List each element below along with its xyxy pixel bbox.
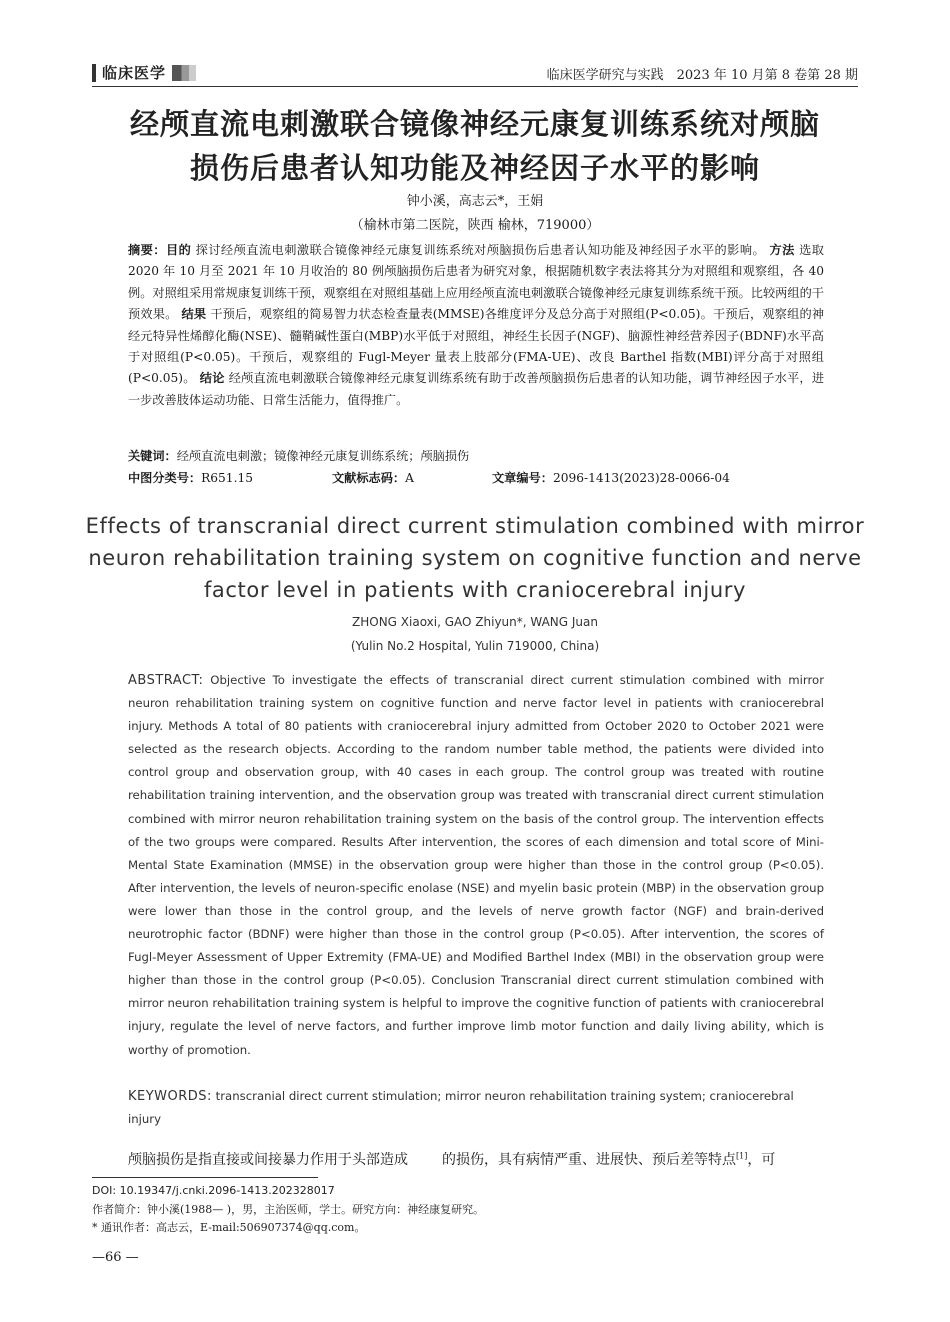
doc-code-item <box>332 468 414 488</box>
header-rule <box>92 86 858 87</box>
journal-info: 临床医学研究与实践 2023 年 10 月第 8 卷第 28 期 <box>546 68 858 83</box>
en-abstract <box>128 669 824 1062</box>
en-title: Effects of transcranial direct current stimulation combined with mirror neuron rehabilitation training system on cognitive function and nerve factor level in patients with craniocerebral injury <box>85 514 865 602</box>
header-bar-decoration <box>92 64 96 82</box>
article-no-value: 2096-1413(2023)28-0066-04 <box>552 471 730 485</box>
cn-conclusion: 经颅直流电刺激联合镜像神经元康复训练系统有助于改善颅脑损伤后患者的认知功能，调节神经因子水平，进一步改善肢体运动功能、日常生活能力，值得推广。 <box>128 371 825 407</box>
body-text-b: 的损伤，具有病情严重、进展快、预后差等特点 <box>442 1152 736 1168</box>
cn-affiliation: （榆林市第二医院，陕西 榆林，719000） <box>350 218 600 233</box>
cn-objective-label: 目的 <box>165 243 192 257</box>
cn-abstract <box>128 240 824 411</box>
en-abstract-text: Objective To investigate the effects of transcranial direct current stimulation combined with mirror neuron rehabilitation training system on cognitive function and nerve factor level in patients with craniocerebral injury. Methods A total of 80 patients with craniocerebral injury admitted from October 2020 to October 2021 were selected as the research objects. According to the random number table method, the patients were divided into control group and observation group, with 40 cases in each group. The control group was treated with routine rehabilitation training intervention, and the observation group was treated with transcranial direct current stimulation combined with mirror neuron rehabilitation training system on the basis of the control group. The intervention effects of the two groups were compared. Results After intervention, the scores of each dimension and total score of Mini-Mental State Examination (MMSE) in the observation group were higher than those in the control group (P<0.05). After intervention, the levels of neuron-specific enolase (NSE) and myelin basic protein (MBP) in the observation group were lower than those in the control group, and the levels of nerve growth factor (NGF) and brain-derived neurotrophic factor (BDNF) were higher than those in the control group (P<0.05). After intervention, the scores of Fugl-Meyer Assessment of Upper Extremity (FMA-UE) and Modified Barthel Index (MBI) in the observation group were higher than those in the control group (P<0.05). Conclusion Transcranial direct current stimulation combined with mirror neuron rehabilitation training system is helpful to improve the cognitive function of patients with craniocerebral injury, regulate the level of nerve factors, and further improve limb motor function and daily living ability, which is worthy of promotion. <box>128 673 824 1057</box>
page-number: —66 — <box>92 1250 139 1265</box>
en-keywords <box>128 1085 824 1131</box>
cn-keywords <box>128 446 824 466</box>
en-keywords-text: transcranial direct current stimulation; mirror neuron rehabilitation training system; craniocerebral injury <box>128 1089 794 1126</box>
article-no-label: 文章编号： <box>492 471 553 485</box>
clc-value: R651.15 <box>201 471 253 485</box>
en-abstract-label: ABSTRACT: <box>128 673 204 688</box>
running-header-section <box>92 62 196 83</box>
body-first-line <box>128 1149 868 1169</box>
cn-abstract-label: 摘要： <box>128 243 166 257</box>
article-no-item <box>492 468 730 488</box>
doc-code-label: 文献标志码： <box>332 471 406 485</box>
footnote-rule <box>92 1177 318 1178</box>
en-authors: ZHONG Xiaoxi, GAO Zhiyun*, WANG Juan <box>352 615 598 629</box>
cn-authors: 钟小溪，高志云*，王娟 <box>406 194 544 209</box>
cn-objective: 探讨经颅直流电刺激联合镜像神经元康复训练系统对颅脑损伤后患者认知功能及神经因子水平的影响。 <box>195 243 766 257</box>
cn-methods-label: 方法 <box>769 243 795 257</box>
footnote-corresponding: * 通讯作者：高志云，E-mail:506907374@qq.com。 <box>92 1221 366 1234</box>
cn-conclusion-label: 结论 <box>199 371 225 386</box>
cn-keywords-label: 关键词： <box>128 449 177 463</box>
citation-ref[interactable]: [1] <box>736 1151 748 1161</box>
header-gradient-decoration <box>172 65 196 81</box>
cn-title-line-1: 经颅直流电刺激联合镜像神经元康复训练系统对颅脑 <box>129 107 820 141</box>
doc-code-value: A <box>405 471 414 485</box>
body-text-c: ，可 <box>747 1152 776 1168</box>
footnote-author-bio: 作者简介：钟小溪(1988— )，男，主治医师，学士。研究方向：神经康复研究。 <box>92 1203 485 1216</box>
cn-title <box>60 102 890 190</box>
body-text-a: 颅脑损伤是指直接或间接暴力作用于头部造成 <box>128 1152 408 1168</box>
clc-item <box>128 468 253 488</box>
footnote-doi[interactable]: DOI: 10.19347/j.cnki.2096-1413.202328017 <box>92 1184 335 1197</box>
cn-keywords-text: 经颅直流电刺激；镜像神经元康复训练系统；颅脑损伤 <box>176 449 470 463</box>
cn-methods: 选取 2020 年 10 月至 2021 年 10 月收治的 80 例颅脑损伤后患者为研究对象，根据随机数字表法将其分为对照组和观察组，各 40 例。对照组采用常规康复训练干预，观察组在对照组基础上应用经颅直流电刺激联合镜像神经元康复训练系统干预。比较两组的干预效果。 <box>128 243 824 322</box>
clc-label: 中图分类号： <box>128 471 202 485</box>
section-label: 临床医学 <box>102 64 167 82</box>
cn-results-label: 结果 <box>181 307 207 322</box>
en-affiliation: (Yulin No.2 Hospital, Yulin 719000, China) <box>350 639 600 653</box>
cn-title-line-2: 损伤后患者认知功能及神经因子水平的影响 <box>189 151 760 185</box>
en-keywords-label: KEYWORDS: <box>128 1089 212 1104</box>
cn-results: 干预后，观察组的简易智力状态检查量表(MMSE)各维度评分及总分高于对照组(P<0.05)。干预后，观察组的神经元特异性烯醇化酶(NSE)、髓鞘碱性蛋白(MBP)水平低于对照组，神经生长因子(NGF)、脑源性神经营养因子(BDNF)水平高于对照组(P<0.05)。干预后，观察组的 Fugl-Meyer 量表上肢部分(FMA-UE)、改良 Barthel 指数(MBI)评分高于对照组(P<0.05)。 <box>128 307 825 386</box>
